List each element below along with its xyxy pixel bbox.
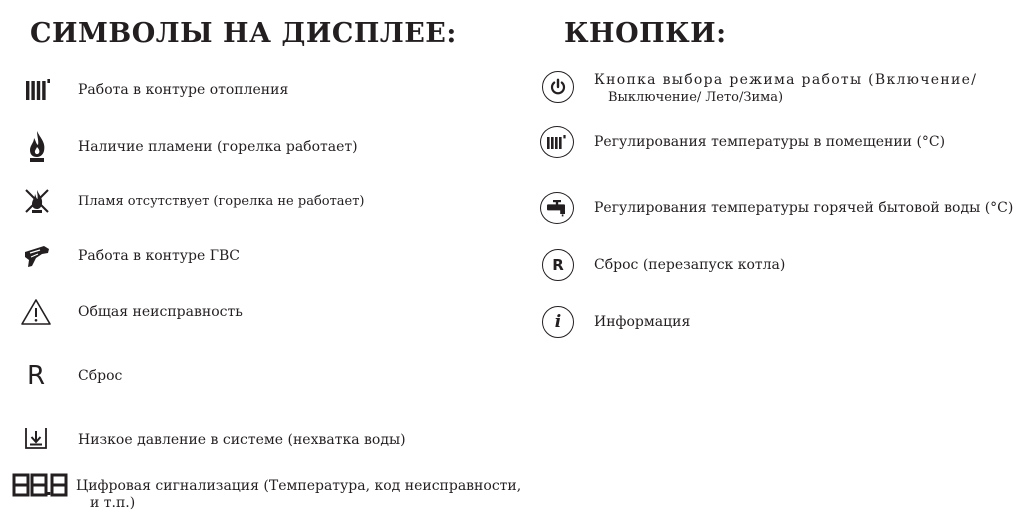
info-button-icon	[542, 306, 574, 338]
symbol-label-line2: и т.п.)	[90, 495, 136, 511]
button-label: Регулирования температуры в помещении (°C)	[594, 134, 946, 150]
button-label: Регулирования температуры горячей бытовой воды (°C)	[594, 200, 1014, 216]
symbol-label: Общая неисправность	[78, 304, 243, 320]
power-button-icon	[542, 71, 574, 103]
symbol-label-line1: Цифровая сигнализация (Температура, код неисправности,	[76, 478, 522, 494]
button-label-line1: Кнопка выбора режима работы (Включение/	[594, 72, 978, 88]
radiator-icon	[24, 78, 52, 102]
reset-button-icon	[542, 249, 574, 281]
digital-display-icon	[12, 473, 68, 497]
flame-off-icon	[22, 187, 52, 215]
tap-icon	[22, 244, 52, 270]
warning-icon	[20, 298, 52, 326]
low-pressure-icon	[24, 425, 48, 451]
reset-r-icon	[24, 362, 48, 390]
heating-temp-button-icon	[540, 126, 574, 158]
symbol-label: Наличие пламени (горелка работает)	[78, 139, 358, 155]
reset-button-glyph: R	[552, 256, 564, 274]
symbol-label	[76, 478, 521, 512]
display-symbols-heading: СИМВОЛЫ НА ДИСПЛЕЕ:	[30, 18, 457, 49]
button-label: Информация	[594, 314, 691, 330]
flame-icon	[24, 130, 50, 164]
symbol-label: Работа в контуре ГВС	[78, 248, 240, 264]
button-label: Сброс (перезапуск котла)	[594, 257, 786, 273]
buttons-heading: КНОПКИ:	[564, 18, 727, 49]
dhw-temp-button-icon	[540, 192, 574, 224]
reset-r-glyph: R	[26, 361, 46, 391]
symbol-label: Сброс	[78, 368, 123, 384]
symbol-label: Пламя отсутствует (горелка не работает)	[78, 194, 365, 209]
symbol-label: Низкое давление в системе (нехватка воды)	[78, 432, 406, 448]
symbol-label: Работа в контуре отопления	[78, 82, 289, 98]
info-button-glyph: i	[554, 312, 562, 332]
button-label	[594, 72, 977, 106]
button-label-line2: Выключение/ Лето/Зима)	[608, 90, 784, 105]
